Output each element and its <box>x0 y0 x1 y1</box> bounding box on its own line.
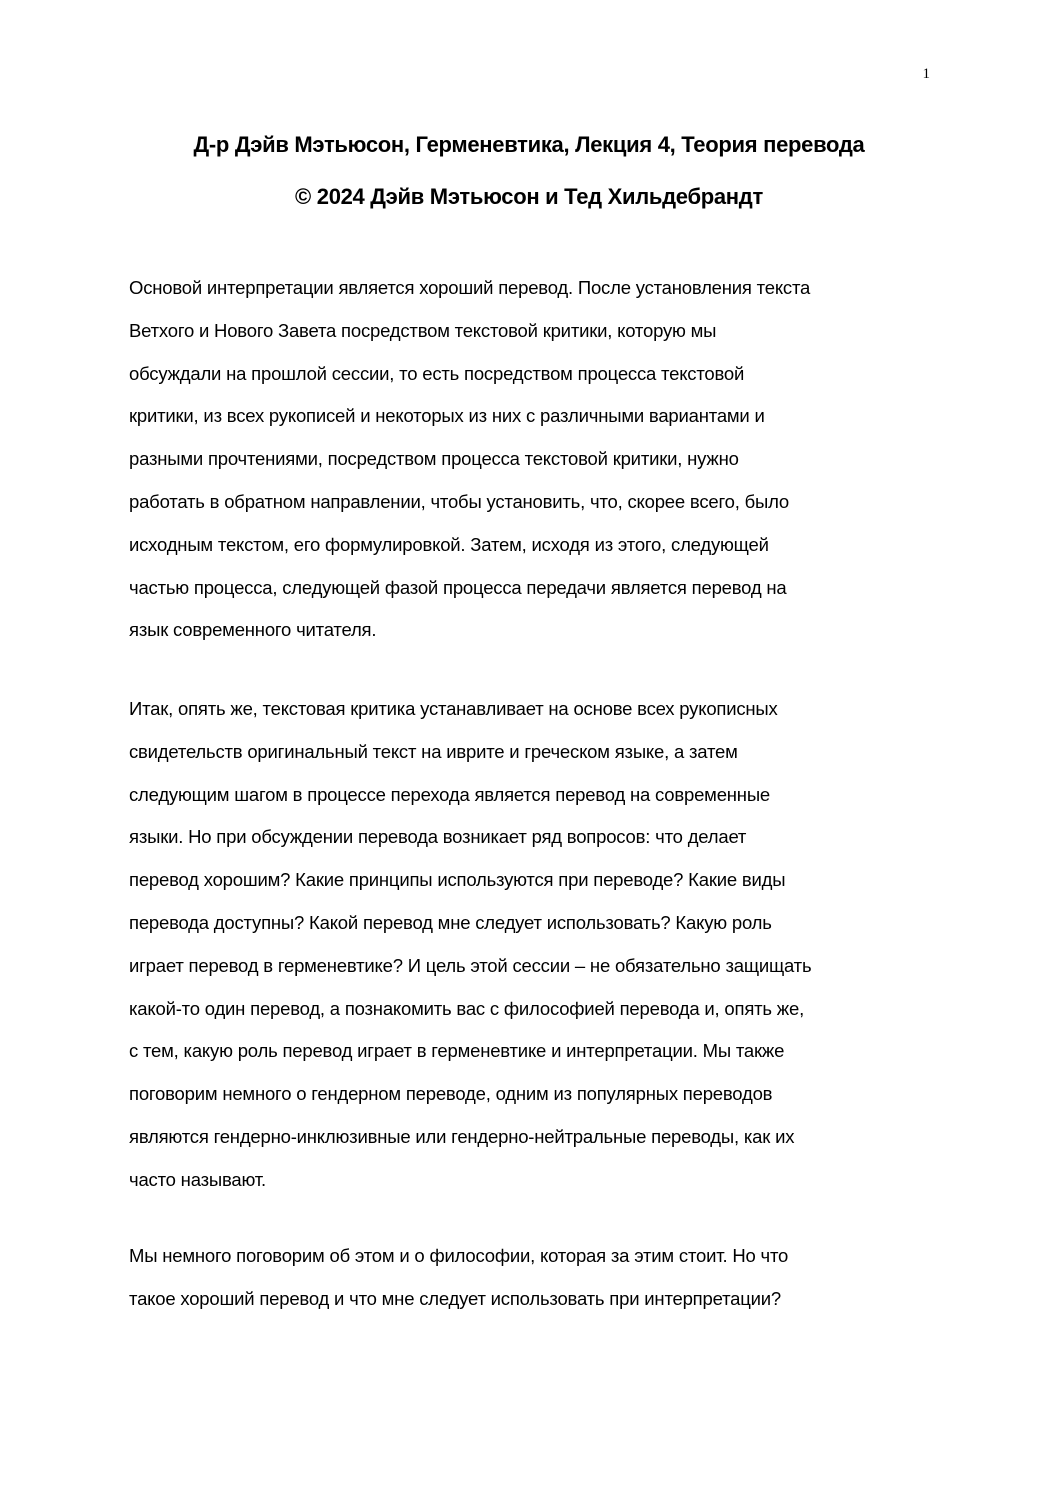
copyright-line: © 2024 Дэйв Мэтьюсон и Тед Хильдебрандт <box>295 184 763 209</box>
text-line: перевод хорошим? Какие принципы используются при переводе? Какие виды <box>129 869 786 891</box>
text-line: критики, из всех рукописей и некоторых из них с различными вариантами и <box>129 405 765 427</box>
text-line: Итак, опять же, текстовая критика устанавливает на основе всех рукописных <box>129 698 778 719</box>
text-line: поговорим немного о гендерном переводе, одним из популярных переводов <box>129 1083 773 1105</box>
text-line: какой-то один перевод, а познакомить вас с философией перевода и, опять же, <box>129 997 805 1019</box>
document-title: Д-р Дэйв Мэтьюсон, Герменевтика, Лекция 4, Теория перевода <box>193 132 865 157</box>
text-line: язык современного читателя. <box>129 619 377 641</box>
page-number: 1 <box>922 66 930 82</box>
text-line: разными прочтениями, посредством процесса текстовой критики, нужно <box>129 448 739 470</box>
text-line: исходным текстом, его формулировкой. Затем, исходя из этого, следующей <box>129 533 769 555</box>
text-line: Мы немного поговорим об этом и о философии, которая за этим стоит. Но что <box>129 1245 789 1266</box>
text-line: такое хороший перевод и что мне следует использовать при интерпретации? <box>129 1287 781 1309</box>
text-line: играет перевод в герменевтике? И цель этой сессии – не обязательно защищать <box>129 954 812 976</box>
paragraph-1 <box>129 267 810 652</box>
text-line: работать в обратном направлении, чтобы установить, что, скорее всего, было <box>129 490 789 512</box>
text-line: часто называют. <box>129 1168 266 1190</box>
text-line: языки. Но при обсуждении перевода возникает ряд вопросов: что делает <box>129 826 747 848</box>
text-line: Ветхого и Нового Завета посредством текстовой критики, которую мы <box>129 319 717 341</box>
text-line: обсуждали на прошлой сессии, то есть посредством процесса текстовой <box>129 362 745 384</box>
paragraph-2 <box>129 688 811 1202</box>
text-line: следующим шагом в процессе перехода является перевод на современные <box>129 783 771 805</box>
text-line: перевода доступны? Какой перевод мне следует использовать? Какую роль <box>129 911 772 933</box>
text-line: частью процесса, следующей фазой процесса передачи является перевод на <box>129 576 787 598</box>
text-line: являются гендерно-инклюзивные или гендерно-нейтральные переводы, как их <box>129 1125 795 1147</box>
text-line: с тем, какую роль перевод играет в герменевтике и интерпретации. Мы также <box>129 1040 785 1062</box>
text-line: Основой интерпретации является хороший перевод. После установления текста <box>129 277 811 298</box>
paragraph-3 <box>129 1235 788 1321</box>
text-line: свидетельств оригинальный текст на иврите и греческом языке, а затем <box>129 740 738 762</box>
